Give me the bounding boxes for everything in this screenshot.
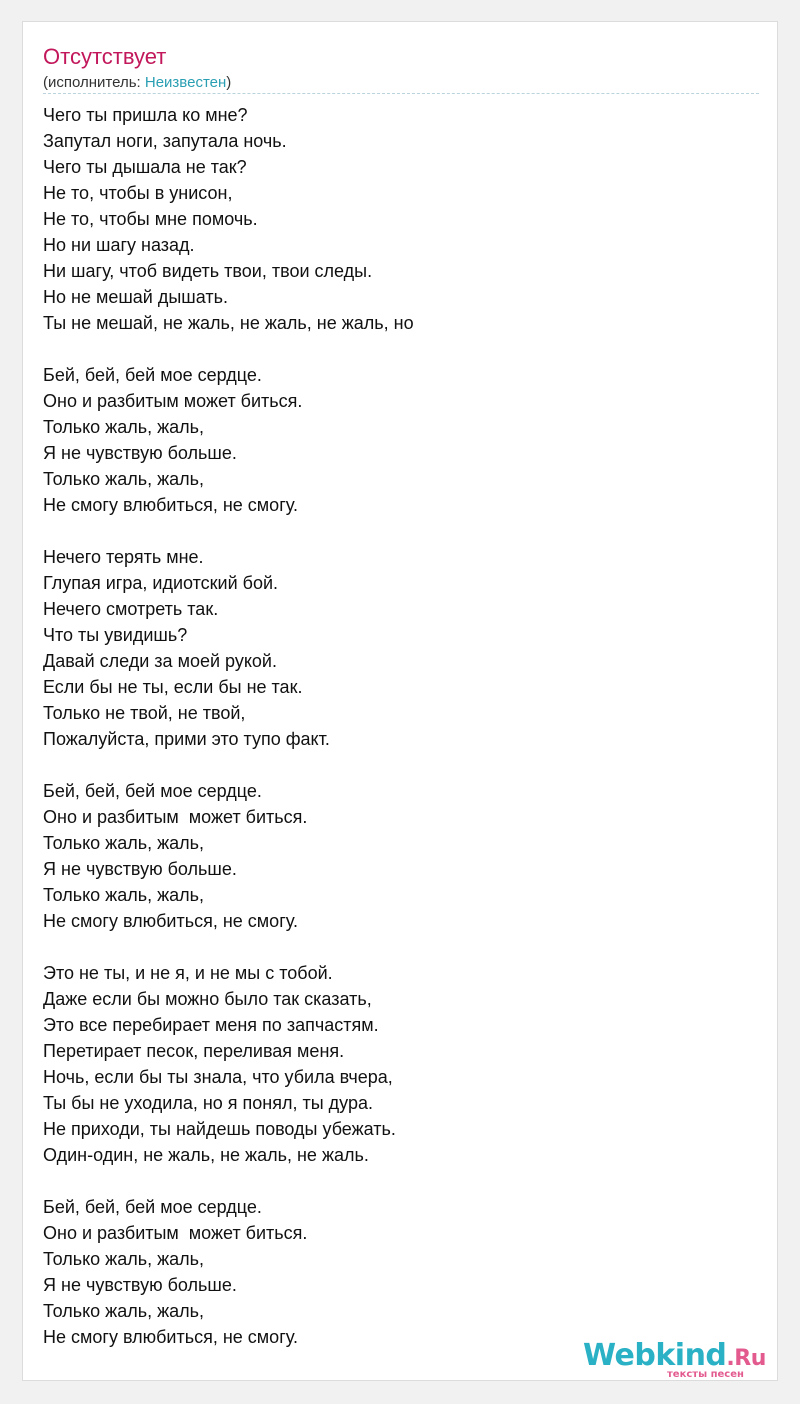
lyrics-line: Но не мешай дышать.: [43, 287, 228, 307]
lyrics-verse: [43, 960, 743, 1168]
lyrics-line: Это все перебирает меня по запчастям.: [43, 1015, 379, 1035]
lyrics-line: Бей, бей, бей мое сердце.: [43, 1197, 262, 1217]
lyrics-verse: [43, 1194, 743, 1350]
lyrics-line: Я не чувствую больше.: [43, 859, 237, 879]
lyrics-line: Чего ты дышала не так?: [43, 157, 247, 177]
lyrics-line: Не приходи, ты найдешь поводы убежать.: [43, 1119, 396, 1139]
lyrics-line: Ночь, если бы ты знала, что убила вчера,: [43, 1067, 393, 1087]
lyrics-line: Не то, чтобы в унисон,: [43, 183, 233, 203]
lyrics-line: Не то, чтобы мне помочь.: [43, 209, 258, 229]
logo-tld: .Ru: [726, 1346, 766, 1371]
lyrics-line: Один-один, не жаль, не жаль, не жаль.: [43, 1145, 369, 1165]
lyrics-verse: [43, 778, 743, 934]
header-divider: [43, 93, 759, 94]
lyrics-card: [22, 21, 778, 1381]
lyrics-verse: [43, 102, 743, 336]
lyrics-line: Это не ты, и не я, и не мы с тобой.: [43, 963, 333, 983]
lyrics-line: Бей, бей, бей мое сердце.: [43, 365, 262, 385]
lyrics-line: Пожалуйста, прими это тупо факт.: [43, 729, 330, 749]
artist-suffix: ): [226, 74, 232, 91]
lyrics-line: Ни шагу, чтоб видеть твои, твои следы.: [43, 261, 373, 281]
song-title: Отсутствует: [43, 44, 167, 69]
lyrics-line: Не смогу влюбиться, не смогу.: [43, 911, 298, 931]
lyrics-line: Только жаль, жаль,: [43, 833, 205, 853]
lyrics-line: Не смогу влюбиться, не смогу.: [43, 495, 298, 515]
lyrics-line: Нечего терять мне.: [43, 547, 204, 567]
lyrics-verse: [43, 544, 743, 752]
lyrics-line: Запутал ноги, запутала ночь.: [43, 131, 287, 151]
lyrics-line: Оно и разбитым может биться.: [43, 807, 308, 827]
lyrics-line: Перетирает песок, переливая меня.: [43, 1041, 345, 1061]
lyrics-line: Не смогу влюбиться, не смогу.: [43, 1327, 298, 1347]
lyrics-line: Только не твой, не твой,: [43, 703, 246, 723]
lyrics-line: Глупая игра, идиотский бой.: [43, 573, 279, 593]
lyrics-line: Что ты увидишь?: [43, 625, 188, 645]
site-logo[interactable]: [583, 1338, 775, 1382]
lyrics-body: [43, 102, 743, 1376]
lyrics-line: Бей, бей, бей мое сердце.: [43, 781, 262, 801]
logo-tagline: тексты песен: [667, 1369, 744, 1380]
lyrics-line: Ты бы не уходила, но я понял, ты дура.: [43, 1093, 373, 1113]
artist-link[interactable]: Неизвестен: [144, 74, 227, 91]
logo-main-text: Webkind: [583, 1338, 727, 1373]
lyrics-line: Я не чувствую больше.: [43, 443, 237, 463]
artist-line: [43, 73, 231, 93]
lyrics-line: Оно и разбитым может биться.: [43, 391, 303, 411]
lyrics-line: Только жаль, жаль,: [43, 469, 205, 489]
lyrics-line: Чего ты пришла ко мне?: [43, 105, 248, 125]
lyrics-line: Но ни шагу назад.: [43, 235, 195, 255]
lyrics-line: Давай следи за моей рукой.: [43, 651, 277, 671]
lyrics-line: Нечего смотреть так.: [43, 599, 219, 619]
lyrics-line: Я не чувствую больше.: [43, 1275, 237, 1295]
lyrics-line: Ты не мешай, не жаль, не жаль, не жаль, но: [43, 313, 414, 333]
lyrics-line: Оно и разбитым может биться.: [43, 1223, 308, 1243]
artist-prefix: (исполнитель:: [43, 74, 145, 91]
lyrics-verse: [43, 362, 743, 518]
lyrics-line: Только жаль, жаль,: [43, 1249, 205, 1269]
lyrics-line: Только жаль, жаль,: [43, 1301, 205, 1321]
lyrics-line: Только жаль, жаль,: [43, 885, 205, 905]
lyrics-line: Только жаль, жаль,: [43, 417, 205, 437]
lyrics-line: Если бы не ты, если бы не так.: [43, 677, 303, 697]
lyrics-line: Даже если бы можно было так сказать,: [43, 989, 372, 1009]
